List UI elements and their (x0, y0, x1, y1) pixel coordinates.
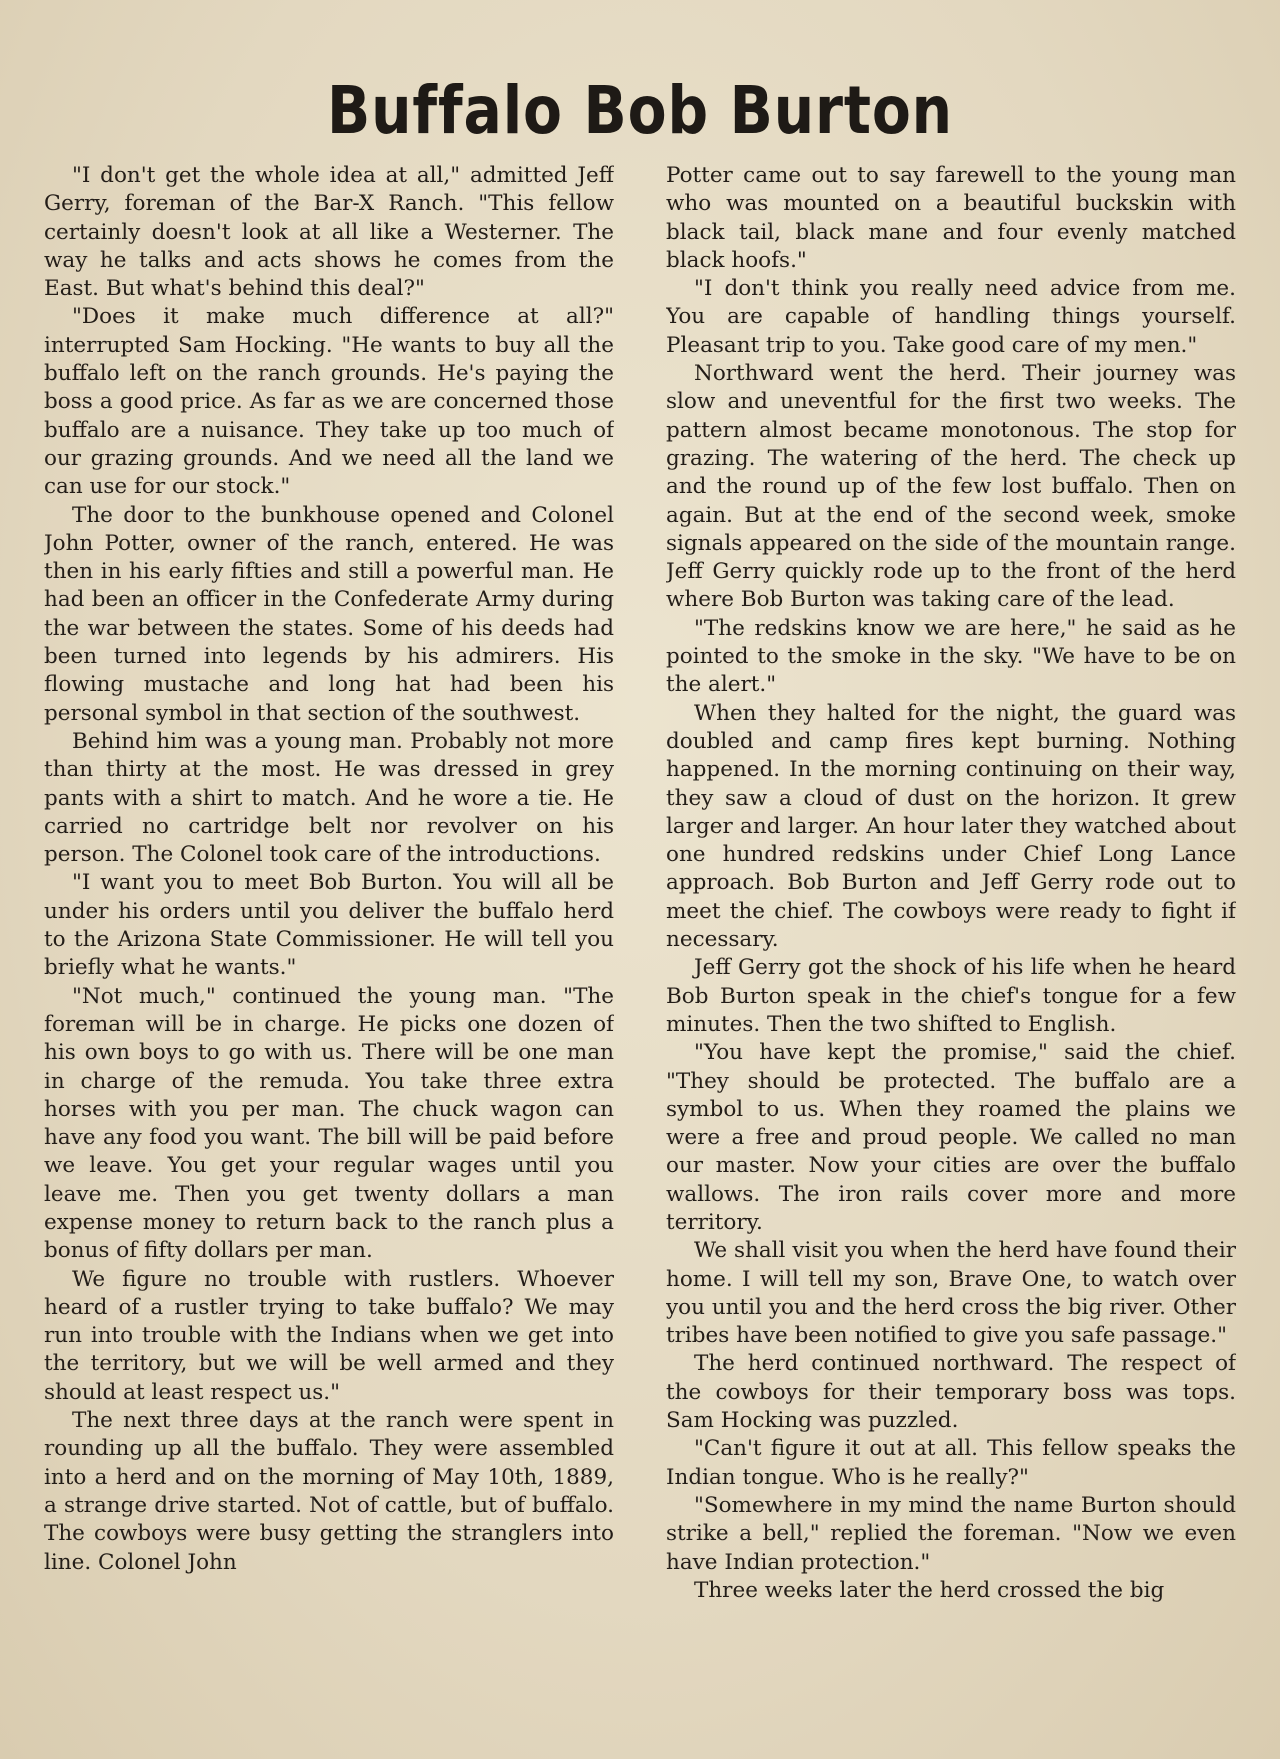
paragraph: The herd continued northward. The respect of the cowboys for their temporary boss was tops. Sam Hocking was puzzled. (666, 1351, 1236, 1434)
paragraph: "Not much," continued the young man. "The foreman will be in charge. He picks one dozen of his own boys to go with us. There will be one man in charge of the remuda. You take three extra horses with you per man. The chuck wagon can have any food you want. The bill will be paid before we leave. You get your regular wages until you leave me. Then you get twenty dollars a man expense money to return back to the ranch plus a bonus of fifty dollars per man. (44, 983, 614, 1264)
paragraph: We figure no trouble with rustlers. Whoever heard of a rustler trying to take buffalo? We may run into trouble with the Indians when we get into the territory, but we will be well armed and they should at least respect us." (44, 1266, 614, 1405)
text-column-left (44, 162, 614, 1742)
paragraph: Northward went the herd. Their journey was slow and uneventful for the first two weeks. The pattern almost became monotonous. The stop for grazing. The watering of the herd. The check up and the round up of the few lost buffalo. Then on again. But at the end of the second week, smoke signals appeared on the side of the mountain range. Jeff Gerry quickly rode up to the front of the herd where Bob Burton was taking care of the lead. (666, 361, 1236, 613)
paragraph: "I want you to meet Bob Burton. You will all be under his orders until you deliver the buffalo herd to the Arizona State Commissioner. He will tell you briefly what he wants." (44, 870, 614, 981)
paragraph: "Does it make much difference at all?" interrupted Sam Hocking. "He wants to buy all the buffalo left on the ranch grounds. He's paying the boss a good price. As far as we are concerned those buffalo are a nuisance. They take up too much of our grazing grounds. And we need all the land we can use for our stock." (44, 304, 614, 500)
paragraph: Jeff Gerry got the shock of his life when he heard Bob Burton speak in the chief's tongue for a few minutes. Then the two shifted to English. (666, 955, 1236, 1037)
paragraph: Behind him was a young man. Probably not more than thirty at the most. He was dressed in grey pants with a shirt to match. And he wore a tie. He carried no cartridge belt nor revolver on his person. The Colonel took care of the introductions. (44, 728, 614, 868)
paragraph: "I don't think you really need advice from me. You are capable of handling things yourself. Pleasant trip to you. Take good care of my men." (666, 276, 1236, 358)
paragraph: We shall visit you when the herd have found their home. I will tell my son, Brave One, to watch over you until you and the herd cross the big river. Other tribes have been notified to give you safe passage." (666, 1238, 1236, 1349)
text-column-right (666, 162, 1236, 1742)
paragraph: "Can't figure it out at all. This fellow speaks the Indian tongue. Who is he really?" (666, 1436, 1236, 1490)
paragraph: The door to the bunkhouse opened and Colonel John Potter, owner of the ranch, entered. He was then in his early fifties and still a powerful man. He had been an officer in the Confederate Army during the war between the states. Some of his deeds had been turned into legends by his admirers. His flowing mustache and long hat had been his personal symbol in that section of the southwest. (44, 502, 614, 726)
story-title: Buffalo Bob Burton (327, 72, 953, 150)
paragraph: When they halted for the night, the guard was doubled and camp fires kept burning. Nothing happened. In the morning continuing on their way, they saw a cloud of dust on the horizon. It grew larger and larger. An hour later they watched about one hundred redskins under Chief Long Lance approach. Bob Burton and Jeff Gerry rode out to meet the chief. The cowboys were ready to fight if necessary. (666, 700, 1236, 953)
paragraph: Three weeks later the herd crossed the big (694, 1577, 1165, 1603)
paragraph: "You have kept the promise," said the chief. "They should be protected. The buffalo are a symbol to us. When they roamed the plains we were a free and proud people. We called no man our master. Now your cities are over the buffalo wallows. The iron rails cover more and more territory. (666, 1040, 1236, 1235)
paragraph: "Somewhere in my mind the name Burton should strike a bell," replied the foreman. "Now we even have Indian protection." (666, 1492, 1236, 1575)
paragraph: The next three days at the ranch were spent in rounding up all the buffalo. They were assembled into a herd and on the morning of May 10th, 1889, a strange drive started. Not of cattle, but of buffalo. The cowboys were busy getting the stranglers into line. Colonel John (44, 1408, 614, 1575)
paragraph: "The redskins know we are here," he said as he pointed to the smoke in the sky. "We have to be on the alert." (666, 615, 1236, 698)
paragraph: Potter came out to say farewell to the young man who was mounted on a beautiful buckskin with black tail, black mane and four evenly matched black hoofs." (666, 163, 1236, 273)
paragraph: "I don't get the whole idea at all," admitted Jeff Gerry, foreman of the Bar-X Ranch. "This fellow certainly doesn't look at all like a Westerner. The way he talks and acts shows he comes from the East. But what's behind this deal?" (44, 163, 614, 302)
